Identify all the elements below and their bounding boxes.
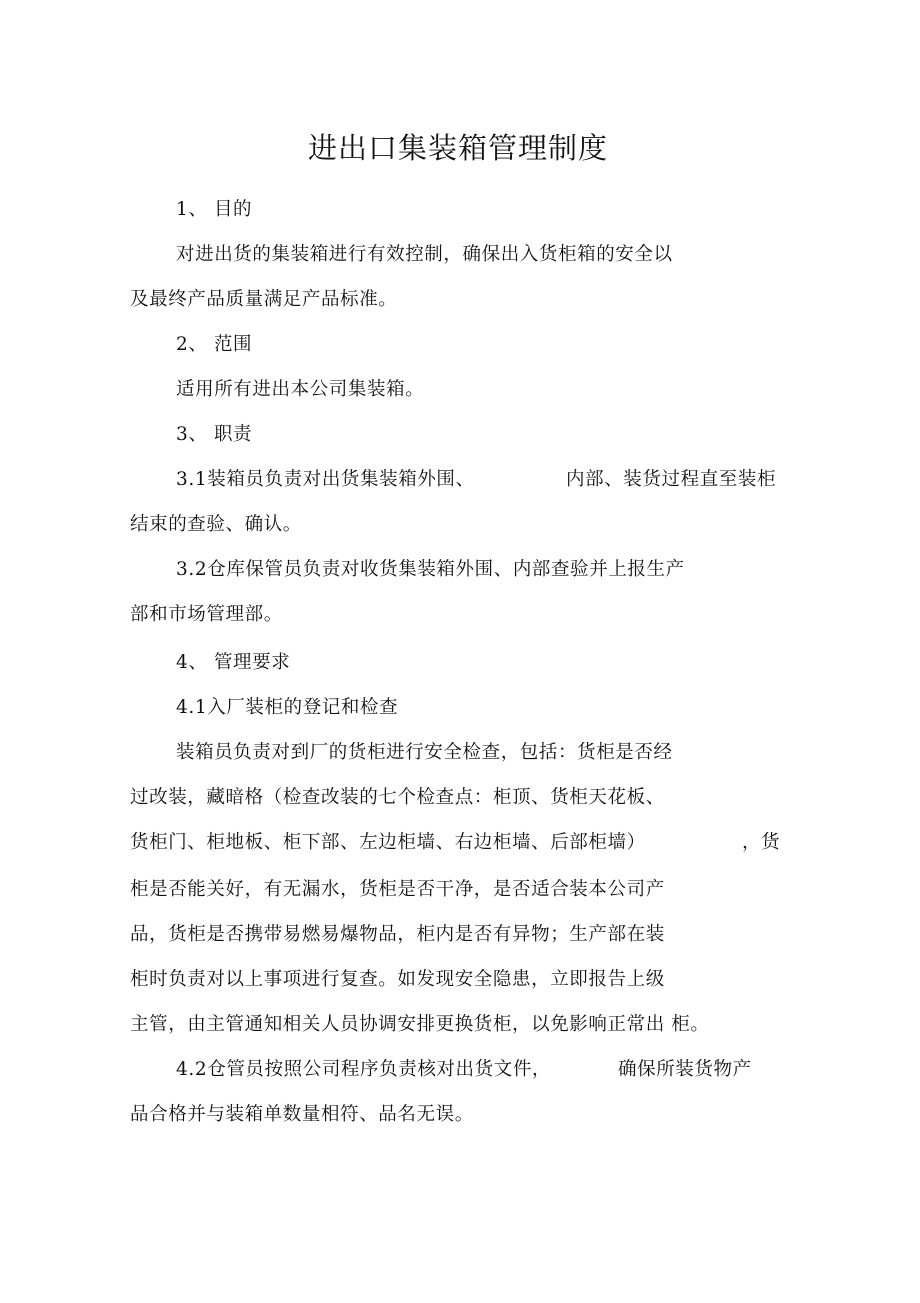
paragraph-line: 结束的查验、确认。 — [130, 514, 302, 535]
paragraph-line: 装箱员负责对到厂的货柜进行安全检查，包括：货柜是否经 — [176, 742, 673, 763]
paragraph-line: 过改装，藏暗格（检查改装的七个检查点：柜顶、货柜天花板、 — [130, 787, 665, 808]
paragraph-line: 主管，由主管通知相关人员协调安排更换货柜，以免影响正常出 柜。 — [130, 1014, 710, 1035]
paragraph-line: ，货 — [742, 832, 781, 853]
document-title: 进出口集装箱管理制度 — [307, 131, 608, 165]
paragraph-line: 内部、装货过程直至装柜 — [566, 469, 777, 490]
section-heading-responsibilities: 3、 职责 — [176, 424, 253, 445]
paragraph-line: 及最终产品质量满足产品标准。 — [130, 289, 398, 310]
paragraph-line: 品合格并与装箱单数量相符、品名无误。 — [130, 1104, 474, 1125]
section-heading-requirements: 4、 管理要求 — [176, 652, 291, 673]
paragraph-line: 3.1装箱员负责对出货集装箱外围、 — [176, 469, 475, 490]
paragraph-line: 货柜门、柜地板、柜下部、左边柜墙、右边柜墙、后部柜墙） — [130, 832, 646, 853]
paragraph-line: 4.2仓管员按照公司程序负责核对出货文件， — [176, 1059, 552, 1080]
section-heading-purpose: 1、 目的 — [176, 199, 253, 220]
paragraph-line: 柜是否能关好，有无漏水，货柜是否干净，是否适合装本公司产 — [130, 879, 665, 900]
section-heading-scope: 2、 范围 — [176, 334, 253, 355]
paragraph-line: 品，货柜是否携带易燃易爆物品，柜内是否有异物；生产部在装 — [130, 924, 665, 945]
paragraph-line: 柜时负责对以上事项进行复查。如发现安全隐患，立即报告上级 — [130, 969, 665, 990]
paragraph-line: 对进出货的集装箱进行有效控制，确保出入货柜箱的安全以 — [176, 244, 673, 265]
subsection-heading: 4.1入厂装柜的登记和检查 — [176, 697, 399, 718]
paragraph-line: 适用所有进出本公司集装箱。 — [176, 379, 425, 400]
paragraph-line: 部和市场管理部。 — [130, 604, 283, 625]
paragraph-line: 确保所装货物产 — [618, 1059, 752, 1080]
paragraph-line: 3.2仓库保管员负责对收货集装箱外围、内部查验并上报生产 — [176, 559, 685, 580]
